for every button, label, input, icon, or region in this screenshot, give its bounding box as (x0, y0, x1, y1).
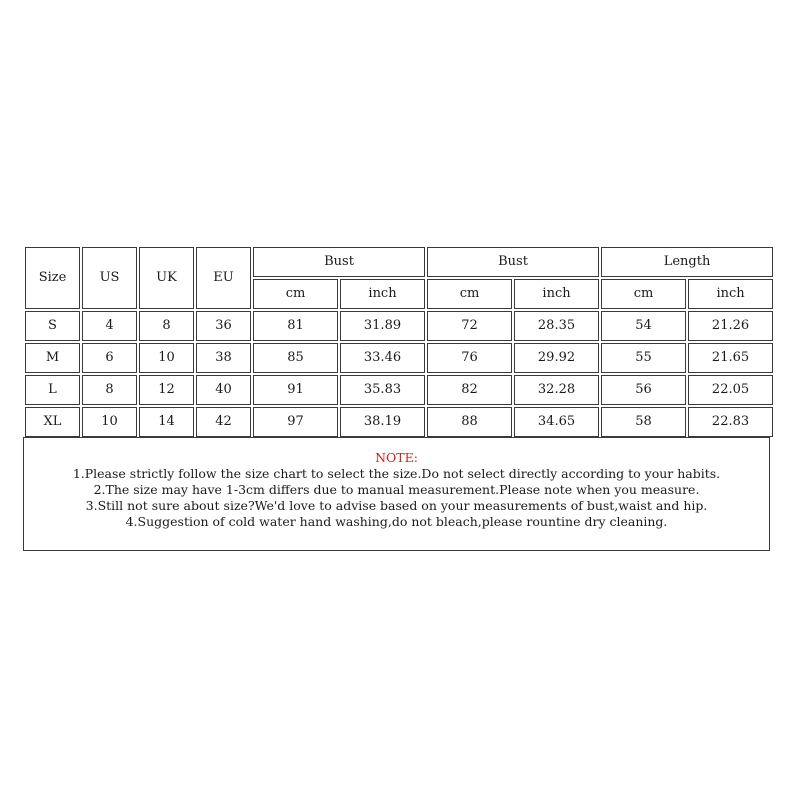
length-inch-cell: 22.83 (688, 407, 773, 437)
header-size: Size (25, 247, 80, 309)
bust-inch-cell: 35.83 (340, 375, 425, 405)
note-line: 3.Still not sure about size?We'd love to advise based on your measurements of bust,waist and hip. (85, 498, 708, 513)
us-cell: 10 (82, 407, 137, 437)
bust2-cm-cell: 88 (427, 407, 512, 437)
uk-cell: 8 (139, 311, 194, 341)
bust2-inch-cell: 34.65 (514, 407, 599, 437)
unit-cell: inch (688, 279, 773, 309)
header-us: US (82, 247, 137, 309)
length-inch-cell: 21.65 (688, 343, 773, 373)
bust2-inch-cell: 29.92 (514, 343, 599, 373)
length-cm-cell: 54 (601, 311, 686, 341)
table-row (25, 343, 773, 373)
bust2-cm-cell: 76 (427, 343, 512, 373)
size-table (23, 245, 775, 439)
us-cell: 4 (82, 311, 137, 341)
length-cm-cell: 56 (601, 375, 686, 405)
eu-cell: 38 (196, 343, 251, 373)
unit-row (25, 279, 773, 309)
size-cell: XL (25, 407, 80, 437)
bust2-inch-cell: 28.35 (514, 311, 599, 341)
us-cell: 8 (82, 375, 137, 405)
bust-inch-cell: 38.19 (340, 407, 425, 437)
bust-cm-cell: 85 (253, 343, 338, 373)
length-cm-cell: 58 (601, 407, 686, 437)
bust2-cm-cell: 82 (427, 375, 512, 405)
bust-cm-cell: 91 (253, 375, 338, 405)
notes-title: NOTE: (375, 450, 418, 465)
unit-cell: inch (514, 279, 599, 309)
table-row (25, 311, 773, 341)
unit-cell: cm (253, 279, 338, 309)
note-line: 4.Suggestion of cold water hand washing,do not bleach,please rountine dry cleaning. (125, 514, 668, 529)
notes-box (23, 437, 770, 551)
bust-inch-cell: 33.46 (340, 343, 425, 373)
us-cell: 6 (82, 343, 137, 373)
header-uk: UK (139, 247, 194, 309)
unit-cell: cm (601, 279, 686, 309)
size-cell: M (25, 343, 80, 373)
bust-inch-cell: 31.89 (340, 311, 425, 341)
uk-cell: 10 (139, 343, 194, 373)
size-cell: L (25, 375, 80, 405)
size-cell: S (25, 311, 80, 341)
bust-cm-cell: 97 (253, 407, 338, 437)
length-inch-cell: 21.26 (688, 311, 773, 341)
note-line: 2.The size may have 1-3cm differs due to manual measurement.Please note when you measure. (93, 482, 700, 497)
header-eu: EU (196, 247, 251, 309)
uk-cell: 14 (139, 407, 194, 437)
length-inch-cell: 22.05 (688, 375, 773, 405)
size-chart (23, 245, 772, 439)
unit-cell: cm (427, 279, 512, 309)
length-cm-cell: 55 (601, 343, 686, 373)
bust-cm-cell: 81 (253, 311, 338, 341)
uk-cell: 12 (139, 375, 194, 405)
header-row (25, 247, 773, 277)
bust2-inch-cell: 32.28 (514, 375, 599, 405)
eu-cell: 42 (196, 407, 251, 437)
table-row (25, 407, 773, 437)
header-bust-2: Bust (427, 247, 599, 277)
eu-cell: 36 (196, 311, 251, 341)
header-bust-1: Bust (253, 247, 425, 277)
unit-cell: inch (340, 279, 425, 309)
eu-cell: 40 (196, 375, 251, 405)
header-length: Length (601, 247, 773, 277)
bust2-cm-cell: 72 (427, 311, 512, 341)
table-row (25, 375, 773, 405)
note-line: 1.Please strictly follow the size chart to select the size.Do not select directly according to your habits. (72, 466, 721, 481)
